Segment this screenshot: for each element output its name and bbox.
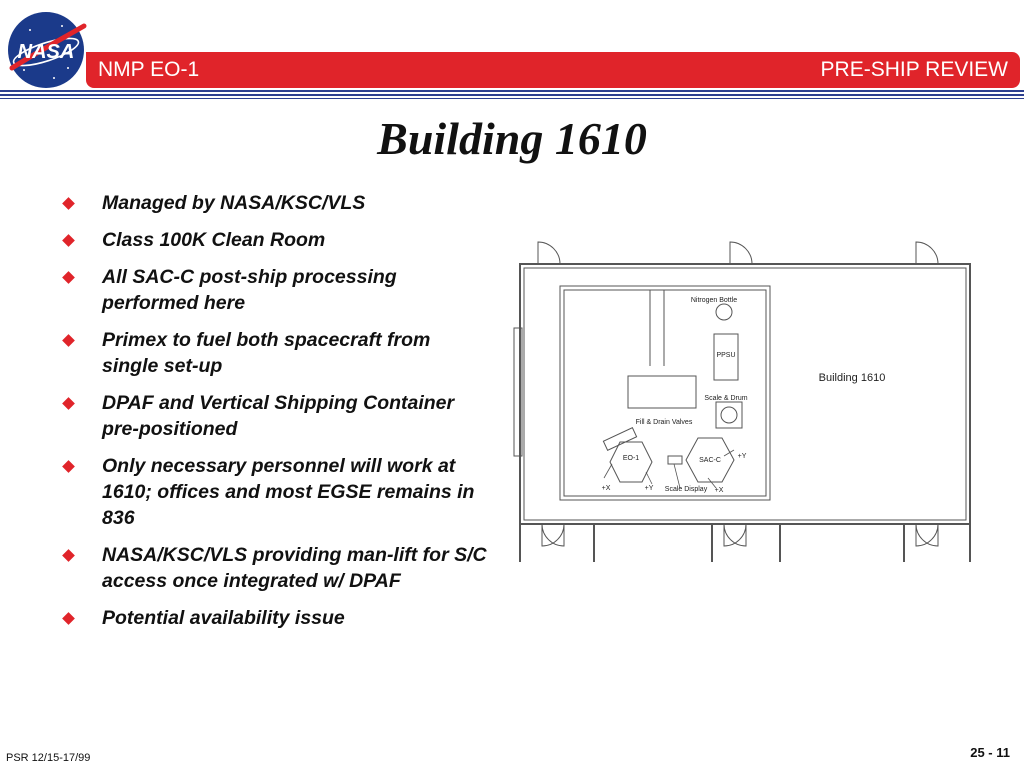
bullet-item [62,227,492,253]
bullet-item [62,190,492,216]
fill-drain-label: Fill & Drain Valves [635,419,693,426]
bullet-text: Only necessary personnel will work at 1610; offices and most EGSE remains in 836 [102,455,475,529]
bullet-text: Managed by NASA/KSC/VLS [102,192,366,214]
lift-platform [628,376,696,408]
ppsu-label: PPSU [716,352,736,359]
eo1-hexagon [610,442,652,482]
header-bar [86,52,1020,88]
door-swing [916,242,938,264]
header-stripe [0,90,1024,92]
sacc-label: SAC-C [699,457,721,464]
eo1-label: EO-1 [622,455,640,462]
header-stripe [0,94,1024,96]
bullet-diamond-icon [62,460,75,473]
plus-x-right-label: +X [714,487,724,494]
fill-drain-valves [603,428,636,451]
bullet-item [62,264,492,316]
footer-date: PSR 12/15-17/99 [6,752,91,764]
door-swing [730,242,752,264]
bullet-diamond-icon [62,334,75,347]
bullet-diamond-icon [62,612,75,625]
bullet-text: Class 100K Clean Room [102,229,326,251]
scale-drum-label: Scale & Drum [704,395,748,402]
bullet-list [62,190,492,642]
nasa-logo [4,8,88,92]
bullet-text: Primex to fuel both spacecraft from single set-up [102,329,431,377]
bullet-text: NASA/KSC/VLS providing man-lift for S/C access once integrated w/ DPAF [102,544,487,592]
bullet-text: DPAF and Vertical Shipping Container pre-positioned [102,392,455,440]
building-outer-wall [520,264,970,524]
header-right-title: PRE-SHIP REVIEW [820,58,1008,81]
bullet-diamond-icon [62,397,75,410]
bullet-item [62,453,492,531]
door-swing [538,242,560,264]
scale-drum-drum [721,407,737,423]
scale-drum [716,402,742,428]
bullet-diamond-icon [62,234,75,247]
bullet-diamond-icon [62,549,75,562]
scale-display [668,456,682,464]
slide-title: Building 1610 [377,113,647,164]
header-stripe [0,98,1024,99]
building-label: Building 1610 [818,372,886,384]
header-left-title: NMP EO-1 [98,58,200,81]
nitrogen-bottle [716,304,732,320]
bullet-item [62,605,492,631]
floor-plan-diagram [508,232,978,568]
bullet-diamond-icon [62,197,75,210]
bullet-item [62,542,492,594]
bullet-diamond-icon [62,271,75,284]
nitrogen-bottle-label: Nitrogen Bottle [690,297,738,304]
axis-arrow [646,472,652,484]
axis-arrow [674,464,680,488]
plus-x-left-label: +X [601,485,611,492]
plus-y-right-label: +Y [737,453,747,460]
logo-text: NASA [17,41,75,63]
axis-arrow [604,464,612,478]
bullet-item [62,327,492,379]
plus-y-left-label: +Y [644,485,654,492]
building-inner-wall [524,268,966,520]
clean-room-outer [560,286,770,500]
clean-room-inner [564,290,766,496]
scale-display-label: Scale Display [664,486,708,493]
bullet-item [62,390,492,442]
bullet-text: All SAC-C post-ship processing performed here [102,266,397,314]
bullet-text: Potential availability issue [102,607,345,629]
page-number: 25 - 11 [970,745,1010,760]
